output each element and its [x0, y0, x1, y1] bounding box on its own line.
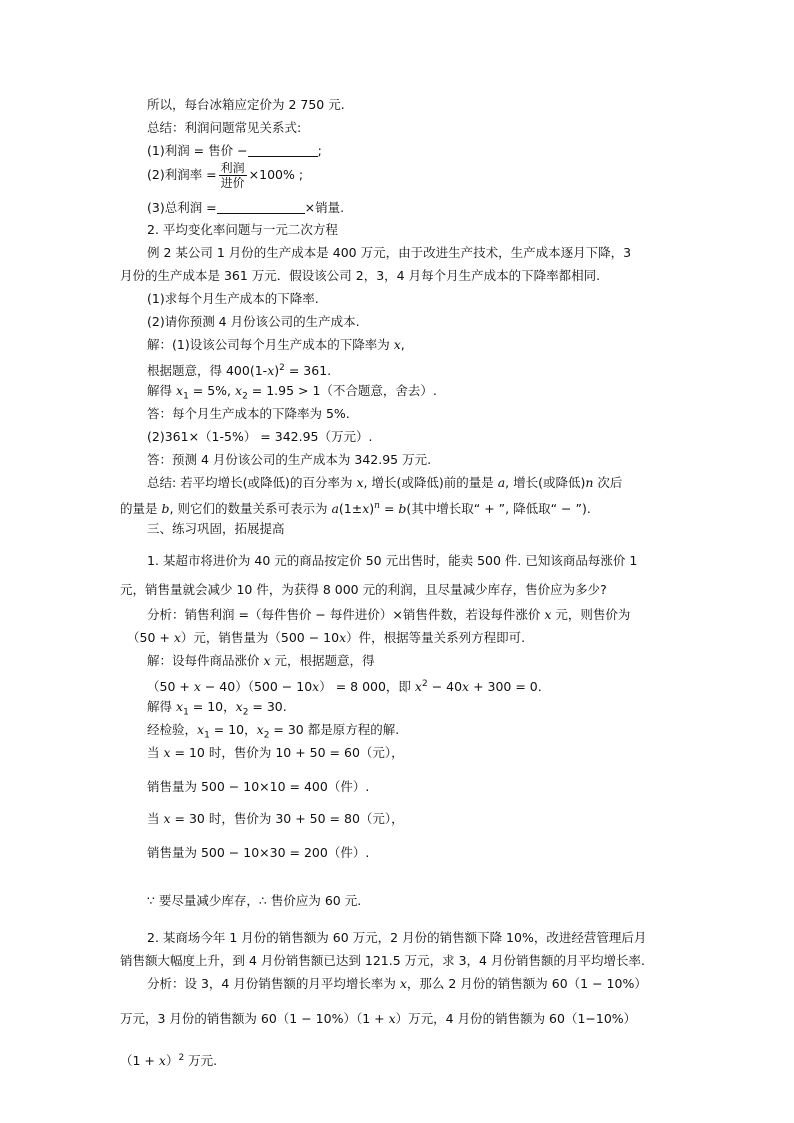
text-line: （50 + x）元，销售量为（500 − 10x）件，根据等量关系列方程即可. [127, 630, 526, 645]
text-line: (2)请你预测 4 月份该公司的生产成本. [147, 314, 360, 329]
text-line: 所以，每台冰箱应定价为 2 750 元. [147, 97, 345, 112]
text-line: 1. 某超市将进价为 40 元的商品按定价 50 元出售时，能卖 500 件. 已知该商品每涨价 1 [147, 553, 638, 568]
text-line: 销售额大幅度上升，到 4 月份销售额已达到 121.5 万元，求 3，4 月份销售额的月平均增长率. [120, 953, 645, 968]
text-line: 答：每个月生产成本的下降率为 5%. [147, 406, 350, 421]
text-line: 的量是 b, 则它们的数量关系可表示为 $a(1\pm x)^n = b$(其中增长取“ + ”, 降低取“ − ”). [120, 501, 591, 517]
text-line: ∵ 要尽量减少库存，∴ 售价应为 60 元. [147, 893, 362, 908]
text-line: 例 2 某公司 1 月份的生产成本是 400 万元，由于改进生产技术，生产成本逐月下降，3 [147, 245, 632, 260]
text-line: 解：(1)设该公司每个月生产成本的下降率为 x, [147, 337, 405, 352]
text-line: 当 x = 10 时，售价为 10 + 50 = 60（元）， [147, 745, 404, 760]
text-line: 2. 某商场今年 1 月份的销售额为 60 万元，2 月份的销售额下降 10%，改进经营管理后月 [147, 930, 647, 945]
text-line: (3)总利润 = ×销量. [147, 200, 345, 215]
text-line: 答：预测 4 月份该公司的生产成本为 342.95 万元. [147, 452, 432, 467]
text-line: (2)361×（1-5%） = 342.95（万元）. [147, 429, 373, 444]
fraction: $\frac{\text{利润}}{\text{进价}}$ [220, 161, 245, 190]
text-line: 经检验，$x_1 = 10$，$x_2 = 30$ 都是原方程的解. [147, 722, 400, 741]
text-line: 总结: 若平均增长(或降低)的百分率为 x, 增长(或降低)前的量是 a, 增长(或降低)n 次后 [147, 475, 623, 490]
text-line: 解得 $x_1 = 10$，$x_2 = 30$. [147, 699, 287, 718]
text-line: $(1 + x)^2$ 万元. [120, 1053, 218, 1069]
text-line: (1)利润 = 售价 − ; [147, 143, 322, 158]
text-line: 当 x = 30 时，售价为 30 + 50 = 80（元）， [147, 811, 404, 826]
text-line: 销售量为 500 − 10×30 = 200（件）. [147, 845, 370, 860]
text-line: 解得 $x_1 = 5\%$, $x_2 = 1.95 > 1$（不合题意，舍去）. [147, 383, 437, 402]
text-line: 分析：设 3，4 月份销售额的月平均增长率为 x，那么 2 月份的销售额为 60（1 − 10%） [147, 976, 647, 991]
text-line: 2. 平均变化率问题与一元二次方程 [147, 222, 338, 237]
text-line: (1)求每个月生产成本的下降率. [147, 291, 319, 306]
text-line: 分析：销售利润 =（每件售价 − 每件进价）×销售件数，若设每件涨价 x 元，则售价为 [147, 607, 631, 622]
answer-blank [217, 201, 305, 214]
text-line: 解：设每件商品涨价 x 元，根据题意，得 [147, 653, 375, 668]
text-line: 元，销售量就会减少 10 件，为获得 8 000 元的利润，且尽量减少库存，售价应为多少? [120, 582, 607, 597]
text-line: 销售量为 500 − 10×10 = 400（件）. [147, 779, 370, 794]
text-line: 总结：利润问题常见关系式: [147, 120, 302, 135]
section-heading: 三、练习巩固，拓展提高 [147, 521, 285, 536]
answer-blank [248, 144, 318, 157]
text-line: 根据题意，得 $400(1-x)^2 = 361$. [147, 363, 332, 379]
text-line: 月份的生产成本是 361 万元．假设该公司 2，3，4 月每个月生产成本的下降率都相同. [120, 268, 601, 283]
text-line: (2)利润率 = $\frac{\text{利润}}{\text{进价}}$ ×100% ; [147, 161, 304, 190]
text-line: （50 + x − 40）（500 − 10x） = 8 000，即 $x^2 - 40x + 300 = 0$. [147, 679, 542, 695]
text-line: 万元，3 月份的销售额为 60（1 − 10%）（1 + x）万元，4 月份的销售额为 60（1−10%） [120, 1011, 637, 1026]
